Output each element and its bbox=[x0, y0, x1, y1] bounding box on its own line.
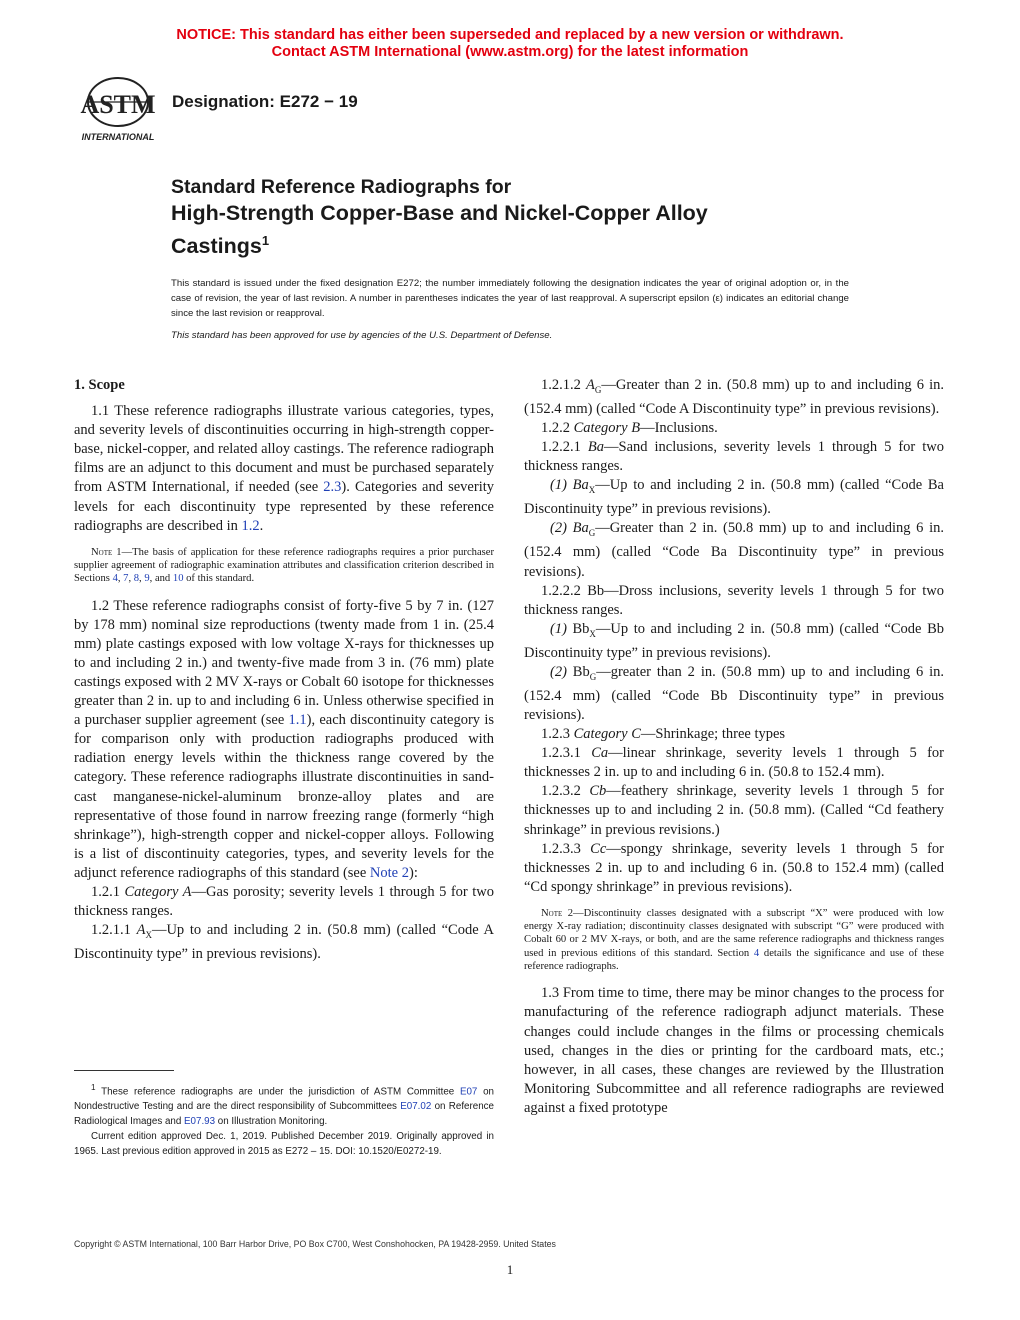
astm-logo-icon bbox=[74, 74, 162, 144]
link-section-4[interactable]: 4 bbox=[112, 573, 118, 585]
link-section-9[interactable]: 9 bbox=[144, 573, 150, 585]
para-1-2-1: 1.2.1 Category A—Gas porosity; severity levels 1 through 5 for two thickness ranges. bbox=[74, 884, 494, 920]
notice-line-2: Contact ASTM International (www.astm.org) for the latest information bbox=[271, 44, 749, 60]
link-e07-93[interactable]: E07.93 bbox=[184, 1116, 216, 1128]
title-line-2: High-Strength Copper-Base and Nickel-Copper Alloy bbox=[171, 201, 708, 225]
para-1-2-3: 1.2.3 Category C—Shrinkage; three types bbox=[541, 726, 786, 743]
para-1-2-3-1: 1.2.3.1 Ca—linear shrinkage, severity levels 1 through 5 for thicknesses 2 in. up to and including 6 in. (50.8 to 152.4 mm). bbox=[524, 745, 944, 781]
note-2: Note 2—Discontinuity classes designated with a subscript “X” were produced with low energy X-ray radiation; discontinuity classes designated with subscript “G” were produced with Cobalt 60 or 2 MV X-rays, or both, and are the same reference radiographs and thickness ranges used in previous editions of this standard. Section 4 details the significance and use of these reference radiographs. bbox=[524, 907, 944, 973]
issued-statement: This standard is issued under the fixed designation E272; the number immediately following the designation indicates the year of original adoption or, in the case of revision, the year of last revision. A number in parentheses indicates the year of last reapproval. A superscript epsilon (ε) indicates an editorial change since the last revision or reapproval. bbox=[171, 278, 849, 320]
para-1-2-3-3: 1.2.3.3 Cc—spongy shrinkage, severity levels 1 through 5 for thicknesses 2 in. up to and including 6 in. (50.8 to 152.4 mm) (called “Cd spongy shrinkage” in previous revisions). bbox=[524, 840, 944, 895]
link-e07-02[interactable]: E07.02 bbox=[400, 1101, 432, 1113]
link-section-7[interactable]: 7 bbox=[123, 573, 129, 585]
link-1-2[interactable]: 1.2 bbox=[241, 517, 260, 534]
link-2-3[interactable]: 2.3 bbox=[323, 479, 342, 496]
link-note-2[interactable]: Note 2 bbox=[369, 864, 409, 881]
notice-banner bbox=[0, 27, 1020, 61]
para-1-2: 1.2 These reference radiographs consist of forty-five 5 by 7 in. (127 by 178 mm) nominal size reproductions (twenty made from 1 in. (25.4 mm) plate castings exposed with low voltage X-rays for thicknesses up to and including 2 in.) and twenty-five made from 3 in. (76 mm) plate castings exposed with 2 MV X-rays or Cobalt 60 isotope for thicknesses greater than 2 in. up to and including 6 in. Unless otherwise specified in a purchaser supplier agreement (see 1.1), each discontinuity category is for comparison only with production radiographs produced with radiation energy levels within the thickness range covered by the category. These reference radiographs illustrate discontinuities in sand-cast manganese-nickel-aluminum bronze-alloy plates and are representative of those found in narrow freezing range (formerly “high shrinkage”), high-strength copper and nickel-copper alloys. Following is a list of discontinuity categories, types, and severity levels for the adjunct reference radiographs of this standard (see Note 2): bbox=[74, 597, 494, 881]
right-column bbox=[524, 376, 944, 1118]
page-number: 1 bbox=[506, 1262, 514, 1277]
para-bb-x: (1) $Bb_X—Up$ to and including 2 in. (50.8 mm) (called “Code Bb Discontinuity type” in previous revisions). bbox=[524, 620, 944, 661]
link-section-8[interactable]: 8 bbox=[133, 573, 140, 585]
para-ba-g: (2) $Ba_G—Greater$ than 2 in. (50.8 mm) up to and including 6 in. (152.4 mm) (called “Code Ba Discontinuity type” in previous revisions). bbox=[524, 520, 944, 580]
link-e07[interactable]: E07 bbox=[459, 1086, 478, 1098]
footnote-edition: Current edition approved Dec. 1, 2019. Published December 2019. Originally approved in 1965. Last previous edition approved in 2015 as E272 – 15. DOI: 10.1520/E0272-19. bbox=[74, 1131, 494, 1158]
link-1-1[interactable]: 1.1 bbox=[288, 712, 307, 729]
section-heading-scope: 1. Scope bbox=[74, 377, 125, 393]
para-1-2-2-1: 1.2.2.1 Ba—Sand inclusions, severity levels 1 through 5 for two thickness ranges. bbox=[524, 439, 945, 475]
para-ba-x: (1) $Ba_X—Up$ to and including 2 in. (50.8 mm) (called “Code Ba Discontinuity type” in previous revisions). bbox=[524, 477, 944, 518]
link-section-4b[interactable]: 4 bbox=[753, 947, 760, 959]
para-1-2-1-2: 1.2.1.2 $A_G—Greater$ than 2 in. (50.8 mm) up to and including 6 in. (152.4 mm) (called “Code A Discontinuity type” in previous revisions). bbox=[524, 377, 945, 417]
title-line-1: Standard Reference Radiographs for bbox=[171, 176, 512, 198]
para-1-2-1-1: 1.2.1.1 $A_X—Up$ to and including 2 in. (50.8 mm) (called “Code A Discontinuity type” in previous revisions). bbox=[74, 922, 495, 963]
para-1-2-2-2: 1.2.2.2 Bb—Dross inclusions, severity levels 1 through 5 for two thickness ranges. bbox=[524, 582, 944, 618]
title-main bbox=[171, 200, 811, 260]
footnote: $^1$ These reference radiographs are under the jurisdiction of ASTM Committee E07 on Nondestructive Testing and are the direct responsibility of Subcommittees E07.02 on Reference Radiological Images and E07.93 on Illustration Monitoring. Current edition approved Dec. 1, 2019. Published December 2019. Originally approved in 1965. Last previous edition approved in 2015 as E272 – 15. DOI: 10.1520/E0272-19. bbox=[74, 1083, 494, 1158]
para-1-2-3-2: 1.2.3.2 Cb—feathery shrinkage, severity levels 1 through 5 for thicknesses up to and including 2 in. (50.8 mm). (Called “Cd feathery shrinkage” in previous revisions.) bbox=[524, 783, 944, 838]
logo-letters: ASTM bbox=[80, 90, 156, 119]
title-footnote-mark: 1 bbox=[261, 233, 270, 248]
note-1: Note 1—The basis of application for these reference radiographs requires a prior purchaser supplier agreement of radiographic examination attributes and classification criterion described in Sections 4, 7, 8, 9, and 10 of this standard. bbox=[74, 546, 495, 585]
left-column bbox=[74, 376, 494, 964]
dod-approval: This standard has been approved for use by agencies of the U.S. Department of Defense. bbox=[171, 330, 553, 341]
para-bb-g: (2) $Bb_G—greater$ than 2 in. (50.8 mm) up to and including 6 in. (152.4 mm) (called “Code Bb Discontinuity type” in previous revisions). bbox=[524, 663, 944, 723]
logo-caption: INTERNATIONAL bbox=[81, 132, 155, 142]
para-1-3: 1.3 From time to time, there may be minor changes to the process for manufacturing of the reference radiograph adjunct materials. These changes could include changes in the films or processing chemicals used, changes in the dies or printing for the cardboard mats, etc.; however, in all cases, these changes are reviewed by the Illustration Monitoring Subcommittee and all reference radiographs are reviewed against a fixed prototype bbox=[524, 985, 944, 1116]
title-line-3: Castings bbox=[171, 234, 262, 259]
copyright: Copyright © ASTM International, 100 Barr Harbor Drive, PO Box C700, West Conshohocken, PA 19428-2959. United States bbox=[74, 1239, 556, 1249]
designation: Designation: E272 − 19 bbox=[172, 92, 358, 111]
notice-line-1: NOTICE: This standard has either been superseded and replaced by a new version or withdrawn. bbox=[176, 27, 844, 43]
link-section-10[interactable]: 10 bbox=[172, 573, 184, 585]
para-1-2-2: 1.2.2 Category B—Inclusions. bbox=[541, 420, 718, 437]
footnote-rule bbox=[74, 1070, 174, 1071]
para-1-1: 1.1 These reference radiographs illustrate various categories, types, and severity levels of discontinuities occurring in high-strength copper-base, nickel-copper, and related alloy castings. The reference radiograph films are an adjunct to this document and must be purchased separately from ASTM International, if needed (see 2.3). Categories and severity levels for each discontinuity type represented by these reference radiographs are described in 1.2. bbox=[74, 403, 495, 534]
